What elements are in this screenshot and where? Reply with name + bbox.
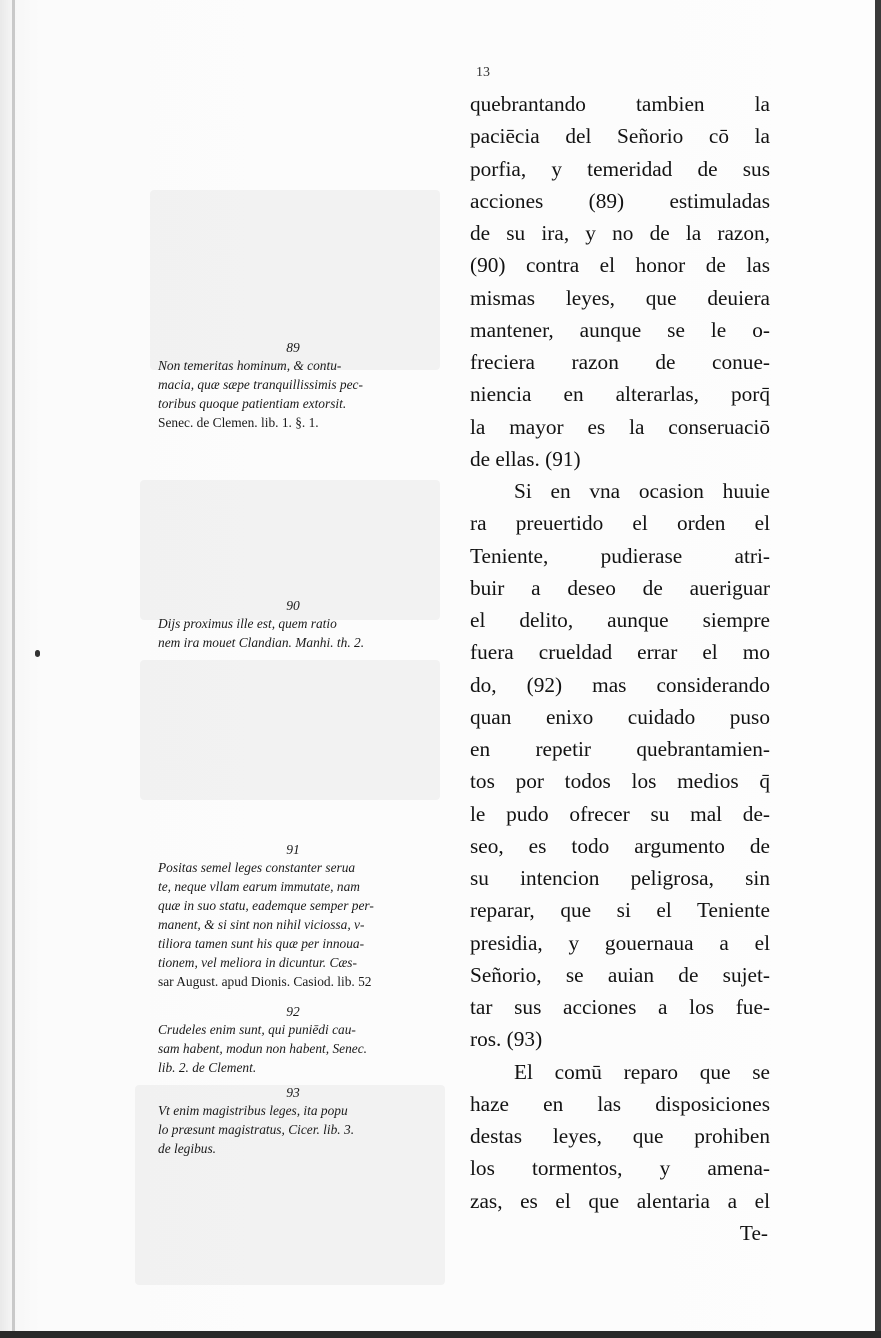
note-number: 89 bbox=[286, 340, 300, 355]
note-number: 92 bbox=[286, 1004, 300, 1019]
text-line: niencia en alterarlas, porq̄ bbox=[470, 382, 770, 407]
note-number: 93 bbox=[286, 1085, 300, 1100]
note-line: Crudeles enim sunt, qui puniēdi cau- bbox=[158, 1022, 356, 1037]
text-line: Si en vna ocasion huuie bbox=[514, 479, 770, 503]
text-line: ros. (93) bbox=[470, 1027, 543, 1052]
note-line: te, neque vllam earum immutate, nam bbox=[158, 879, 360, 894]
note-line: tiliora tamen sunt his quæ per innoua- bbox=[158, 936, 365, 951]
text-line: (90) contra el honor de las bbox=[470, 253, 770, 278]
text-line: haze en las disposiciones bbox=[470, 1091, 770, 1116]
note-89 bbox=[158, 340, 428, 432]
text-line: reparar, que si el Teniente bbox=[470, 898, 770, 923]
note-number: 91 bbox=[286, 842, 300, 857]
text-line: mantener, aunque se le o- bbox=[470, 317, 770, 342]
text-line: seo, es todo argumento de bbox=[470, 833, 770, 858]
text-line: la mayor es la conseruaciō bbox=[470, 414, 770, 439]
note-line: Positas semel leges constanter serua bbox=[158, 860, 356, 875]
note-line: lib. 2. de Clement. bbox=[158, 1060, 257, 1075]
text-line: paciēcia del Señorio cō la bbox=[470, 124, 770, 149]
text-line: presidia, y gouernaua a el bbox=[470, 930, 770, 955]
text-line: en repetir quebrantamien- bbox=[470, 737, 770, 761]
text-line: fuera crueldad errar el mo bbox=[470, 640, 770, 665]
text-line: Señorio, se auian de sujet- bbox=[470, 962, 770, 987]
note-91 bbox=[158, 842, 428, 991]
note-line: de legibus. bbox=[158, 1141, 217, 1156]
text-line: buir a deseo de aueriguar bbox=[470, 575, 770, 600]
note-92 bbox=[158, 1004, 428, 1077]
page-number: 13 bbox=[476, 65, 490, 80]
text-line: acciones (89) estimuladas bbox=[470, 188, 770, 213]
text-line: zas, es el que alentaria a el bbox=[470, 1188, 770, 1213]
note-line: toribus quoque patientiam extorsit. bbox=[158, 396, 347, 411]
note-line: nem ira mouet Clandian. Manhi. th. 2. bbox=[158, 635, 365, 650]
note-line: Vt enim magistribus leges, ita popu bbox=[158, 1103, 348, 1118]
text-line: le pudo ofrecer su mal de- bbox=[470, 801, 770, 826]
text-line: do, (92) mas considerando bbox=[470, 672, 770, 697]
text-line: de su ira, y no de la razon, bbox=[470, 221, 770, 245]
text-line: porfia, y temeridad de sus bbox=[470, 156, 770, 181]
text-line: mismas leyes, que deuiera bbox=[470, 285, 770, 310]
note-line: Dijs proximus ille est, quem ratio bbox=[158, 616, 337, 631]
note-line: quæ in suo statu, eademque semper per- bbox=[158, 898, 374, 913]
text-line: tar sus acciones a los fue- bbox=[470, 995, 770, 1019]
note-line: lo præsunt magistratus, Cicer. lib. 3. bbox=[158, 1122, 355, 1137]
text-line: su intencion peligrosa, sin bbox=[470, 866, 770, 890]
catchword: Te- bbox=[739, 1220, 768, 1245]
text-line: destas leyes, que prohiben bbox=[470, 1124, 770, 1148]
note-line: macia, quæ sæpe tranquillissimis pec- bbox=[158, 377, 363, 392]
page-fold-shadow bbox=[12, 0, 15, 1338]
text-line: quebrantando tambien la bbox=[470, 92, 770, 116]
scan-right-edge bbox=[875, 0, 881, 1338]
text-line: ra preuertido el orden el bbox=[470, 511, 770, 536]
main-text-column bbox=[470, 58, 770, 1249]
text-line: quan enixo cuidado puso bbox=[470, 704, 770, 729]
scan-bottom-edge bbox=[0, 1331, 881, 1338]
note-line: Senec. de Clemen. lib. 1. §. 1. bbox=[158, 415, 319, 430]
note-line: sam habent, modun non habent, Senec. bbox=[158, 1041, 368, 1056]
text-line: los tormentos, y amena- bbox=[470, 1156, 770, 1181]
note-line: sar August. apud Dionis. Casiod. lib. 52 bbox=[158, 974, 372, 989]
text-line: de ellas. (91) bbox=[470, 446, 581, 471]
text-line: El comū reparo que se bbox=[514, 1059, 770, 1084]
note-number: 90 bbox=[286, 598, 300, 613]
text-line: freciera razon de conue- bbox=[470, 350, 770, 374]
note-93 bbox=[158, 1085, 428, 1158]
text-line: el delito, aunque siempre bbox=[470, 608, 770, 632]
text-line: tos por todos los medios q̄ bbox=[470, 769, 770, 794]
text-line: Teniente, pudierase atri- bbox=[470, 543, 770, 568]
note-line: Non temeritas hominum, & contu- bbox=[158, 358, 342, 373]
show-through-bleed bbox=[140, 660, 440, 800]
note-90 bbox=[158, 598, 428, 652]
note-line: manent, & si sint non nihil viciossa, v- bbox=[158, 917, 365, 932]
note-line: tionem, vel meliora in dicuntur. Cæs- bbox=[158, 955, 357, 970]
ink-spot bbox=[35, 650, 40, 657]
